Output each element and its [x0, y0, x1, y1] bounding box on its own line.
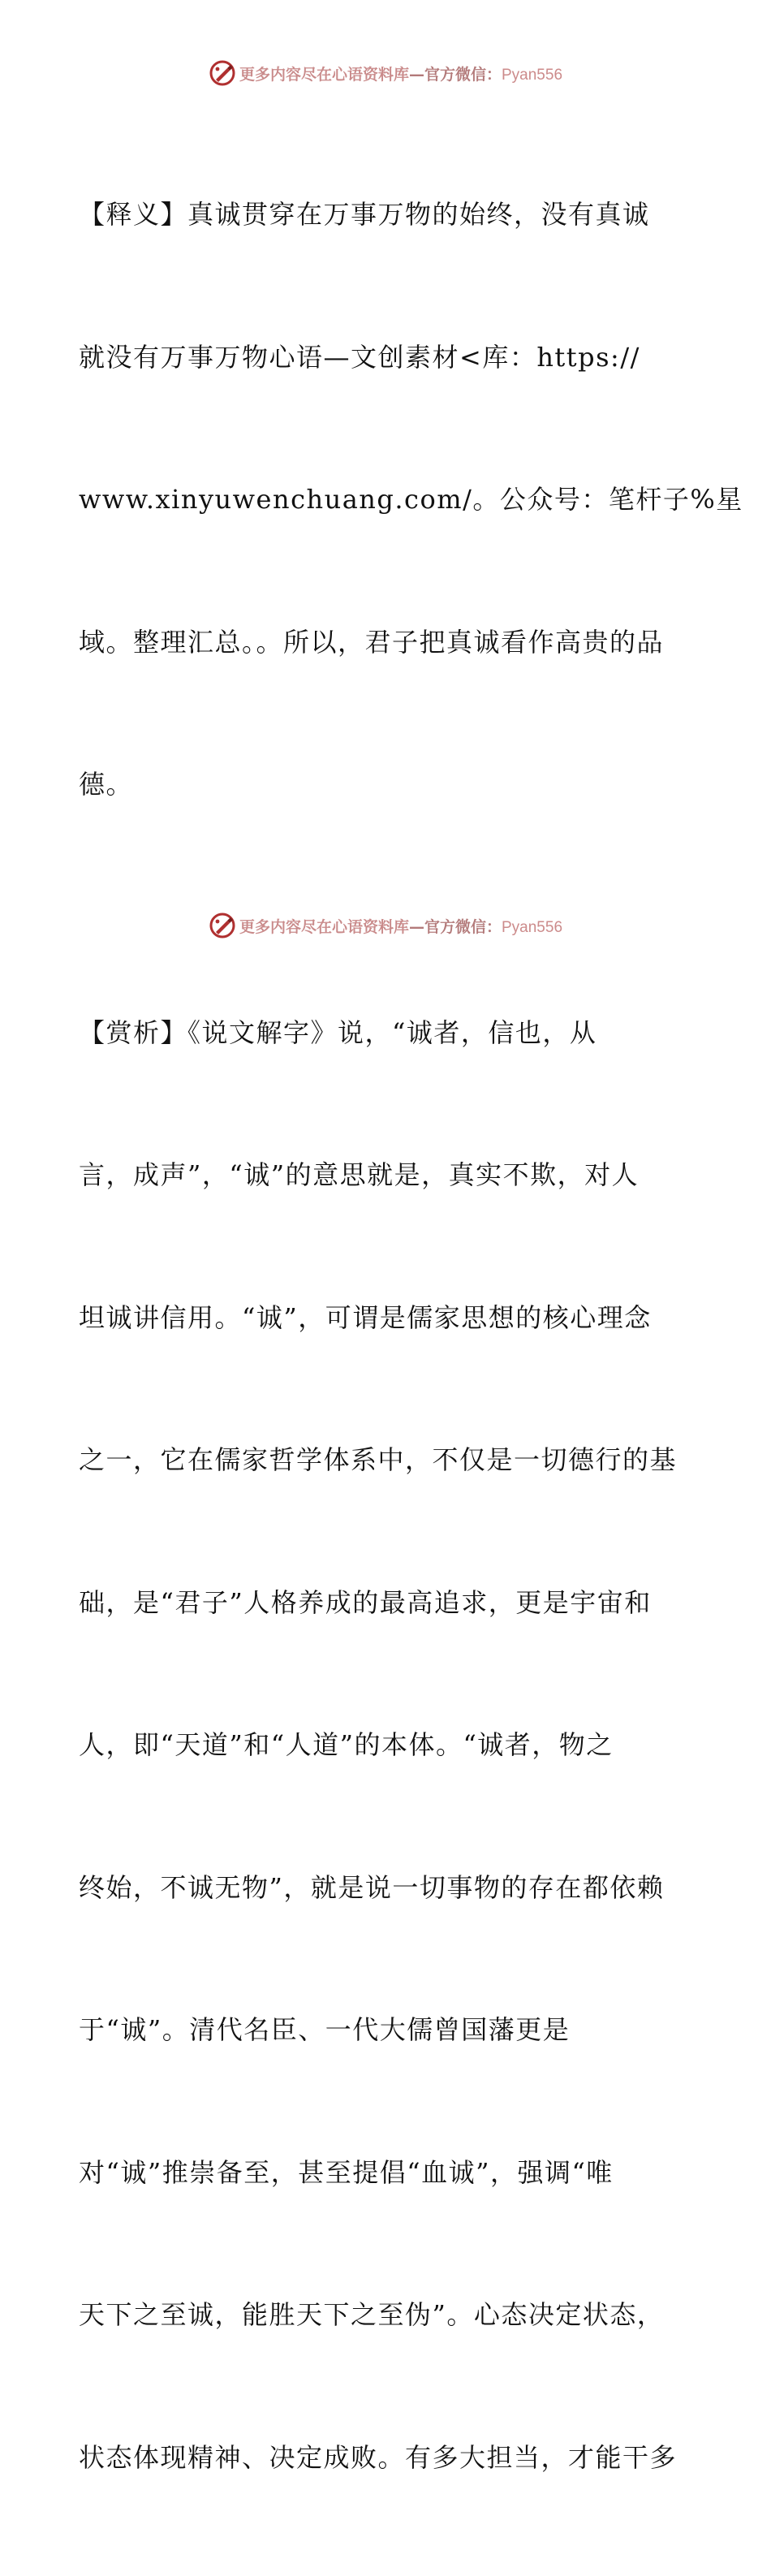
text-line: 人，即“天道”和“人道”的本体。“诚者，物之 [79, 1721, 689, 1769]
text-line: 终始，不诚无物”，就是说一切事物的存在都依赖 [79, 1864, 689, 1912]
text-line: 于“诚”。清代名臣、一代大儒曾国藩更是 [79, 2006, 689, 2054]
header-banner-wechat: 官方微信： [424, 66, 502, 84]
pen-logo-icon [209, 912, 236, 939]
text-line: www.xinyuwenchuang.com/。公众号：笔杆子%星 [79, 476, 689, 524]
text-line: 域。整理汇总。。所以，君子把真诚看作高贵的品 [79, 619, 689, 667]
text-line: 对“诚”推崇备至，甚至提倡“血诚”，强调“唯 [79, 2149, 689, 2197]
footer-banner [0, 909, 771, 942]
header-banner-id: Pyan556 [502, 67, 562, 84]
footer-banner-wechat: 官方微信： [424, 918, 502, 936]
header-banner-separator: — [409, 66, 424, 84]
paragraph-interpretation [79, 96, 689, 904]
header-banner [0, 57, 771, 89]
header-banner-main: 更多内容尽在心语资料库 [239, 66, 409, 84]
paragraph-appreciation [79, 914, 689, 2576]
footer-banner-text [239, 915, 562, 937]
text-line: 就没有万事万物心语—文创素材<库：https:// [79, 334, 689, 382]
text-line: 天下之至诚，能胜天下之至伪”。心态决定状态， [79, 2291, 689, 2339]
text-line: 础，是“君子”人格养成的最高追求，更是宇宙和 [79, 1579, 689, 1627]
pen-logo-icon [209, 59, 236, 87]
text-line: 状态体现精神、决定成败。有多大担当，才能干多 [79, 2434, 689, 2482]
text-line: 【释义】真诚贯穿在万事万物的始终，没有真诚 [79, 191, 689, 239]
footer-banner-main: 更多内容尽在心语资料库 [239, 918, 409, 936]
footer-banner-separator: — [409, 918, 424, 936]
document-body [79, 96, 689, 2576]
text-line: 言，成声”，“诚”的意思就是，真实不欺，对人 [79, 1151, 689, 1199]
text-line: 坦诚讲信用。“诚”，可谓是儒家思想的核心理念 [79, 1294, 689, 1342]
text-line: 之一，它在儒家哲学体系中，不仅是一切德行的基 [79, 1436, 689, 1484]
text-line: 【赏析】《说文解字》说，“诚者，信也，从 [79, 1009, 689, 1057]
text-line: 德。 [79, 761, 689, 809]
header-banner-text [239, 63, 562, 84]
footer-banner-id: Pyan556 [502, 919, 562, 936]
